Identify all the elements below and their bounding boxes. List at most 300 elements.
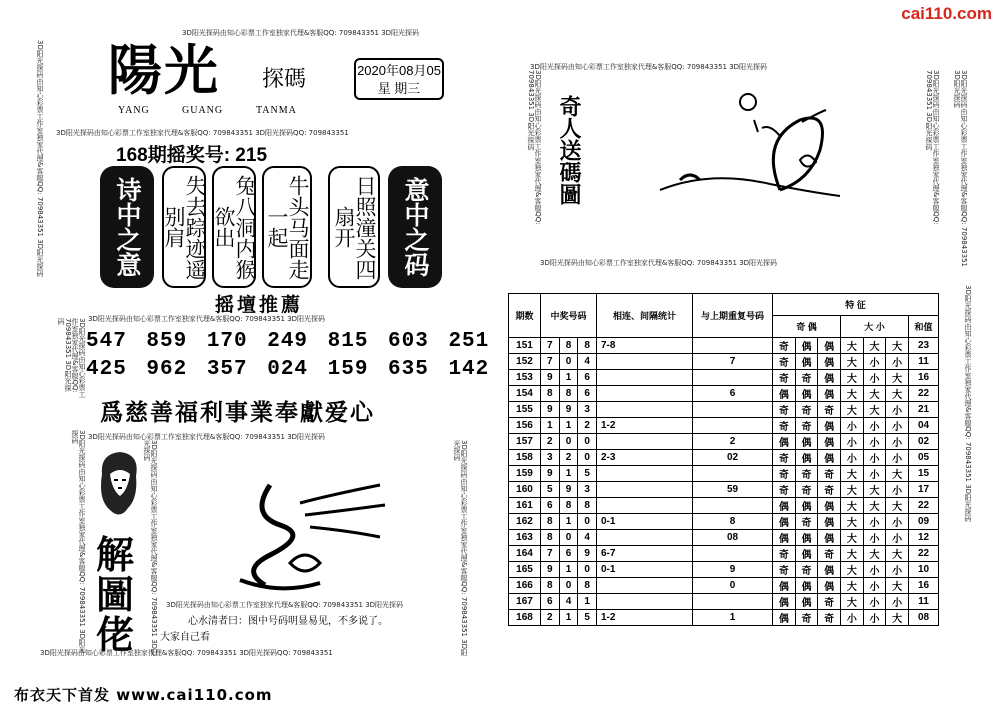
cell-odd-even: 偶 bbox=[818, 354, 841, 370]
cell-winning-digit: 9 bbox=[559, 402, 578, 418]
cell-winning-digit: 2 bbox=[541, 610, 560, 626]
cell-consecutive bbox=[597, 434, 693, 450]
cell-odd-even: 奇 bbox=[795, 514, 818, 530]
cell-winning-digit: 8 bbox=[541, 578, 560, 594]
cell-odd-even: 偶 bbox=[795, 530, 818, 546]
cell-odd-even: 偶 bbox=[795, 338, 818, 354]
cell-big-small: 大 bbox=[841, 578, 864, 594]
brand-subtitle: 探碼 bbox=[262, 67, 307, 92]
cell-sum: 09 bbox=[909, 514, 939, 530]
cell-big-small: 小 bbox=[886, 514, 909, 530]
note-line-1: 心水清者曰：图中号码明显易见，不多说了。 bbox=[188, 616, 388, 627]
cell-winning-digit: 1 bbox=[559, 514, 578, 530]
cell-repeat: 2 bbox=[693, 434, 773, 450]
cell-odd-even: 偶 bbox=[795, 594, 818, 610]
cell-repeat bbox=[693, 546, 773, 562]
cell-sum: 11 bbox=[909, 594, 939, 610]
cell-winning-digit: 7 bbox=[541, 354, 560, 370]
cell-odd-even: 奇 bbox=[795, 482, 818, 498]
cell-odd-even: 奇 bbox=[773, 338, 796, 354]
cell-sum: 23 bbox=[909, 338, 939, 354]
cell-sum: 15 bbox=[909, 466, 939, 482]
cell-consecutive bbox=[597, 498, 693, 514]
cell-sum: 02 bbox=[909, 434, 939, 450]
cell-winning-digit: 0 bbox=[559, 354, 578, 370]
cell-consecutive bbox=[597, 386, 693, 402]
cell-winning-digit: 9 bbox=[541, 402, 560, 418]
cell-winning-digit: 1 bbox=[541, 418, 560, 434]
portrait-illustration bbox=[92, 444, 148, 524]
table-row bbox=[509, 530, 939, 546]
promo-line-3: 3D阳光探码由知心彩票工作室独家代理&客服QQ: 709843351 3D阳光探码 bbox=[88, 315, 326, 323]
cell-period: 160 bbox=[509, 482, 541, 498]
header-sum: 和值 bbox=[909, 316, 939, 338]
cell-winning-digit: 0 bbox=[578, 450, 597, 466]
cell-big-small: 大 bbox=[886, 578, 909, 594]
cell-winning-digit: 1 bbox=[559, 370, 578, 386]
cell-odd-even: 偶 bbox=[795, 450, 818, 466]
cell-winning-digit: 1 bbox=[559, 562, 578, 578]
cell-period: 156 bbox=[509, 418, 541, 434]
cell-odd-even: 奇 bbox=[818, 402, 841, 418]
cell-repeat: 08 bbox=[693, 530, 773, 546]
cell-sum: 22 bbox=[909, 546, 939, 562]
cell-winning-digit: 5 bbox=[541, 482, 560, 498]
cell-big-small: 小 bbox=[863, 514, 886, 530]
pinyin-tanma: TANMA bbox=[256, 105, 297, 116]
cell-period: 161 bbox=[509, 498, 541, 514]
cell-winning-digit: 3 bbox=[578, 482, 597, 498]
promo-vertical-3: 3D阳光探码由知心彩票工作室独家代理&客服QQ: 709843351 3D阳光探码 bbox=[57, 318, 86, 398]
cell-winning-digit: 9 bbox=[578, 546, 597, 562]
cell-odd-even: 奇 bbox=[773, 562, 796, 578]
cell-odd-even: 奇 bbox=[818, 546, 841, 562]
cell-repeat: 7 bbox=[693, 354, 773, 370]
cell-period: 164 bbox=[509, 546, 541, 562]
promo-vertical-right-4: 3D阳光探码由知心彩票工作室独家代理&客服QQ: 709843351 3D阳光探码 bbox=[964, 285, 972, 523]
cell-repeat bbox=[693, 498, 773, 514]
recommend-title: 摇壇推薦 bbox=[215, 294, 304, 316]
promo-line-4: 3D阳光探码由知心彩票工作室独家代理&客服QQ: 709843351 3D阳光探码 bbox=[88, 433, 326, 441]
lottery-result: 168期摇奖号: 215 bbox=[116, 145, 268, 166]
pinyin-yang: YANG bbox=[118, 105, 150, 116]
cell-big-small: 大 bbox=[841, 498, 864, 514]
cell-consecutive bbox=[597, 402, 693, 418]
cell-repeat bbox=[693, 370, 773, 386]
cell-sum: 08 bbox=[909, 610, 939, 626]
header-consecutive: 相连、间隔统计 bbox=[597, 294, 693, 338]
cell-period: 159 bbox=[509, 466, 541, 482]
cell-winning-digit: 3 bbox=[578, 402, 597, 418]
cell-big-small: 大 bbox=[841, 562, 864, 578]
cell-odd-even: 奇 bbox=[773, 354, 796, 370]
table-row bbox=[509, 466, 939, 482]
table-row bbox=[509, 418, 939, 434]
promo-line-6: 3D阳光探码由知心彩票工作室独家代理&客服QQ: 709843351 3D阳光探码QQ: 709843351 bbox=[40, 649, 333, 657]
cell-repeat: 6 bbox=[693, 386, 773, 402]
qiren-drawing bbox=[630, 80, 880, 220]
header-odd-even: 奇 偶 bbox=[773, 316, 841, 338]
poem-right-title: 意中之码 bbox=[388, 166, 442, 288]
table-row bbox=[509, 450, 939, 466]
jie-tu-label-3: 佬 bbox=[96, 612, 135, 657]
cell-winning-digit: 6 bbox=[578, 370, 597, 386]
cell-repeat: 59 bbox=[693, 482, 773, 498]
cell-odd-even: 偶 bbox=[795, 434, 818, 450]
cell-odd-even: 奇 bbox=[773, 370, 796, 386]
cell-big-small: 小 bbox=[886, 562, 909, 578]
header-repeat: 与上期重复号码 bbox=[693, 294, 773, 338]
cell-winning-digit: 8 bbox=[541, 514, 560, 530]
cell-odd-even: 偶 bbox=[795, 386, 818, 402]
cell-big-small: 小 bbox=[886, 434, 909, 450]
cell-period: 155 bbox=[509, 402, 541, 418]
cell-winning-digit: 7 bbox=[541, 546, 560, 562]
jie-tu-label-1: 解 bbox=[96, 532, 135, 577]
cell-winning-digit: 0 bbox=[578, 434, 597, 450]
cell-repeat: 0 bbox=[693, 578, 773, 594]
cell-consecutive: 2-3 bbox=[597, 450, 693, 466]
cell-winning-digit: 5 bbox=[578, 466, 597, 482]
table-row bbox=[509, 562, 939, 578]
cell-winning-digit: 1 bbox=[559, 466, 578, 482]
site-logo: cai110.com bbox=[901, 4, 992, 23]
cell-big-small: 大 bbox=[841, 386, 864, 402]
cell-odd-even: 偶 bbox=[773, 594, 796, 610]
cell-big-small: 小 bbox=[886, 594, 909, 610]
pinyin-guang: GUANG bbox=[182, 105, 224, 116]
cell-period: 157 bbox=[509, 434, 541, 450]
cell-big-small: 小 bbox=[886, 482, 909, 498]
cell-winning-digit: 8 bbox=[541, 530, 560, 546]
cell-big-small: 大 bbox=[841, 530, 864, 546]
jie-tu-label-2: 圖 bbox=[96, 572, 135, 617]
cell-big-small: 大 bbox=[863, 402, 886, 418]
note-line-2: 大家自己看 bbox=[160, 632, 210, 643]
cell-consecutive bbox=[597, 530, 693, 546]
cell-big-small: 小 bbox=[841, 450, 864, 466]
cell-repeat: 8 bbox=[693, 514, 773, 530]
poem-column-2: 兔八洞内猴欲出 bbox=[212, 166, 256, 288]
cell-winning-digit: 2 bbox=[578, 418, 597, 434]
cell-repeat bbox=[693, 402, 773, 418]
cell-winning-digit: 0 bbox=[578, 562, 597, 578]
recommend-row-1: 547 859 170 249 815 603 251 bbox=[86, 330, 490, 353]
cell-big-small: 小 bbox=[863, 610, 886, 626]
cell-big-small: 大 bbox=[863, 546, 886, 562]
table-row bbox=[509, 354, 939, 370]
cell-winning-digit: 8 bbox=[559, 386, 578, 402]
cell-period: 162 bbox=[509, 514, 541, 530]
cell-winning-digit: 4 bbox=[578, 354, 597, 370]
cell-odd-even: 奇 bbox=[795, 562, 818, 578]
cell-consecutive bbox=[597, 354, 693, 370]
cell-odd-even: 偶 bbox=[773, 514, 796, 530]
cell-odd-even: 奇 bbox=[795, 610, 818, 626]
cell-odd-even: 偶 bbox=[818, 530, 841, 546]
cell-odd-even: 偶 bbox=[795, 578, 818, 594]
cell-sum: 16 bbox=[909, 370, 939, 386]
cell-odd-even: 偶 bbox=[818, 498, 841, 514]
header-winning: 中奖号码 bbox=[541, 294, 597, 338]
cell-winning-digit: 6 bbox=[559, 546, 578, 562]
promo-line-2: 3D阳光探码由知心彩票工作室独家代理&客服QQ: 709843351 3D阳光探码QQ: 709843351 bbox=[56, 129, 349, 137]
cell-winning-digit: 9 bbox=[559, 482, 578, 498]
header-big-small: 大 小 bbox=[841, 316, 909, 338]
cell-winning-digit: 8 bbox=[578, 498, 597, 514]
cell-repeat: 02 bbox=[693, 450, 773, 466]
cell-big-small: 小 bbox=[886, 354, 909, 370]
cell-big-small: 大 bbox=[863, 482, 886, 498]
cell-odd-even: 偶 bbox=[818, 418, 841, 434]
cell-odd-even: 偶 bbox=[818, 514, 841, 530]
date-value: 2020年08月05 bbox=[357, 63, 441, 78]
cell-odd-even: 奇 bbox=[773, 418, 796, 434]
promo-line-5: 3D阳光探码由知心彩票工作室独家代理&客服QQ: 709843351 3D阳光探码 bbox=[166, 601, 404, 609]
promo-vertical-4: 3D阳光探码由知心彩票工作室独家代理&客服QQ: 709843351 3D阳光探码 bbox=[71, 430, 86, 654]
jietu-drawing bbox=[210, 455, 430, 595]
cell-big-small: 大 bbox=[841, 402, 864, 418]
table-row bbox=[509, 386, 939, 402]
cell-odd-even: 偶 bbox=[773, 578, 796, 594]
cell-big-small: 大 bbox=[841, 482, 864, 498]
table-row bbox=[509, 338, 939, 354]
cell-period: 158 bbox=[509, 450, 541, 466]
cell-winning-digit: 8 bbox=[559, 338, 578, 354]
promo-vertical-6: 3D阳光探码由知心彩票工作室独家代理&客服QQ: 709843351 3D阳光探码 bbox=[453, 440, 468, 657]
cell-period: 167 bbox=[509, 594, 541, 610]
cell-big-small: 小 bbox=[886, 530, 909, 546]
cell-winning-digit: 8 bbox=[541, 386, 560, 402]
cell-repeat bbox=[693, 418, 773, 434]
cell-big-small: 小 bbox=[886, 418, 909, 434]
table-row bbox=[509, 594, 939, 610]
cell-sum: 04 bbox=[909, 418, 939, 434]
cell-odd-even: 偶 bbox=[818, 386, 841, 402]
cell-winning-digit: 1 bbox=[578, 594, 597, 610]
cell-odd-even: 偶 bbox=[818, 450, 841, 466]
cell-period: 163 bbox=[509, 530, 541, 546]
cell-winning-digit: 0 bbox=[559, 434, 578, 450]
cell-big-small: 大 bbox=[886, 338, 909, 354]
cell-consecutive bbox=[597, 466, 693, 482]
cell-repeat: 9 bbox=[693, 562, 773, 578]
table-row bbox=[509, 546, 939, 562]
poem-left-title: 诗中之意 bbox=[100, 166, 154, 288]
cell-odd-even: 偶 bbox=[818, 562, 841, 578]
date-box bbox=[354, 58, 444, 100]
cell-consecutive: 0-1 bbox=[597, 562, 693, 578]
promo-line-top: 3D阳光探码由知心彩票工作室独家代理&客服QQ: 709843351 3D阳光探码 bbox=[182, 29, 420, 37]
cell-big-small: 小 bbox=[863, 434, 886, 450]
cell-odd-even: 奇 bbox=[818, 594, 841, 610]
cell-winning-digit: 1 bbox=[559, 610, 578, 626]
cell-sum: 17 bbox=[909, 482, 939, 498]
cell-big-small: 小 bbox=[863, 418, 886, 434]
table-row bbox=[509, 514, 939, 530]
cell-big-small: 大 bbox=[841, 370, 864, 386]
cell-odd-even: 偶 bbox=[773, 530, 796, 546]
table-row bbox=[509, 610, 939, 626]
promo-vertical-right-1: 3D阳光探码由知心彩票工作室独家代理&客服QQ: 709843351 3D阳光探码 bbox=[527, 70, 542, 225]
cell-big-small: 小 bbox=[863, 562, 886, 578]
cell-big-small: 大 bbox=[886, 386, 909, 402]
cell-sum: 12 bbox=[909, 530, 939, 546]
cell-sum: 11 bbox=[909, 354, 939, 370]
cell-big-small: 大 bbox=[886, 370, 909, 386]
cell-odd-even: 偶 bbox=[795, 498, 818, 514]
qiren-title: 奇人送碼圖 bbox=[556, 95, 582, 205]
cell-repeat: 1 bbox=[693, 610, 773, 626]
cell-sum: 16 bbox=[909, 578, 939, 594]
promo-vertical-right-3: 3D阳光探码由知心彩票工作室独家代理&客服QQ: 709843351 3D阳光探码 bbox=[953, 70, 968, 267]
cell-big-small: 大 bbox=[841, 354, 864, 370]
cell-big-small: 小 bbox=[863, 578, 886, 594]
cell-odd-even: 偶 bbox=[818, 434, 841, 450]
weekday-value: 星 期三 bbox=[377, 81, 421, 96]
cell-winning-digit: 6 bbox=[541, 594, 560, 610]
cell-odd-even: 奇 bbox=[795, 466, 818, 482]
cell-odd-even: 奇 bbox=[773, 482, 796, 498]
cell-winning-digit: 9 bbox=[541, 562, 560, 578]
cell-winning-digit: 9 bbox=[541, 370, 560, 386]
cell-big-small: 大 bbox=[886, 546, 909, 562]
cell-consecutive: 0-1 bbox=[597, 514, 693, 530]
cell-winning-digit: 2 bbox=[541, 434, 560, 450]
cell-big-small: 小 bbox=[841, 610, 864, 626]
table-row bbox=[509, 434, 939, 450]
promo-vertical-left: 3D阳光探码由知心彩票工作室独家代理&客服QQ: 709843351 3D阳光探码 bbox=[36, 40, 44, 278]
promo-vertical-5: 3D阳光探码由知心彩票工作室独家代理&客服QQ: 709843351 3D阳光探码 bbox=[143, 440, 158, 657]
poem-column-1: 失去踪迹遥别肩 bbox=[162, 166, 206, 288]
table-row bbox=[509, 498, 939, 514]
cell-winning-digit: 0 bbox=[578, 514, 597, 530]
cell-winning-digit: 4 bbox=[559, 594, 578, 610]
cell-winning-digit: 4 bbox=[578, 530, 597, 546]
cell-odd-even: 奇 bbox=[773, 402, 796, 418]
cell-period: 153 bbox=[509, 370, 541, 386]
stats-table-wrapper bbox=[508, 293, 939, 626]
cell-winning-digit: 5 bbox=[578, 610, 597, 626]
cell-big-small: 小 bbox=[863, 594, 886, 610]
table-row bbox=[509, 578, 939, 594]
cell-big-small: 小 bbox=[863, 370, 886, 386]
cell-period: 152 bbox=[509, 354, 541, 370]
cell-big-small: 小 bbox=[841, 418, 864, 434]
cell-odd-even: 偶 bbox=[818, 370, 841, 386]
cell-odd-even: 偶 bbox=[773, 386, 796, 402]
cell-period: 165 bbox=[509, 562, 541, 578]
cell-consecutive: 1-2 bbox=[597, 610, 693, 626]
cell-odd-even: 偶 bbox=[773, 610, 796, 626]
cell-winning-digit: 7 bbox=[541, 338, 560, 354]
cell-odd-even: 偶 bbox=[795, 546, 818, 562]
cell-sum: 10 bbox=[909, 562, 939, 578]
poem-column-3: 牛头马面走一起 bbox=[262, 166, 312, 288]
promo-vertical-right-2: 3D阳光探码由知心彩票工作室独家代理&客服QQ: 709843351 3D阳光探码 bbox=[925, 70, 940, 225]
cell-big-small: 大 bbox=[886, 466, 909, 482]
cell-big-small: 小 bbox=[863, 530, 886, 546]
cell-sum: 22 bbox=[909, 386, 939, 402]
cell-big-small: 大 bbox=[841, 546, 864, 562]
cell-period: 166 bbox=[509, 578, 541, 594]
cell-consecutive: 1-2 bbox=[597, 418, 693, 434]
cell-winning-digit: 8 bbox=[578, 338, 597, 354]
cell-big-small: 大 bbox=[886, 610, 909, 626]
cell-period: 151 bbox=[509, 338, 541, 354]
cell-consecutive bbox=[597, 578, 693, 594]
cell-winning-digit: 0 bbox=[559, 578, 578, 594]
cell-big-small: 小 bbox=[863, 354, 886, 370]
cell-big-small: 大 bbox=[841, 514, 864, 530]
cell-odd-even: 奇 bbox=[773, 546, 796, 562]
promo-line-right-bottom: 3D阳光探码由知心彩票工作室独家代理&客服QQ: 709843351 3D阳光探码 bbox=[540, 259, 778, 267]
cell-big-small: 小 bbox=[886, 402, 909, 418]
cell-winning-digit: 6 bbox=[578, 386, 597, 402]
cell-odd-even: 奇 bbox=[795, 402, 818, 418]
cell-odd-even: 奇 bbox=[818, 466, 841, 482]
cell-odd-even: 偶 bbox=[773, 498, 796, 514]
promo-line-right-top: 3D阳光探码由知心彩票工作室独家代理&客服QQ: 709843351 3D阳光探码 bbox=[530, 63, 768, 71]
cell-big-small: 小 bbox=[841, 434, 864, 450]
cell-odd-even: 奇 bbox=[818, 482, 841, 498]
cell-consecutive bbox=[597, 370, 693, 386]
cell-odd-even: 奇 bbox=[795, 370, 818, 386]
cell-winning-digit: 8 bbox=[559, 498, 578, 514]
cell-big-small: 大 bbox=[841, 466, 864, 482]
cell-odd-even: 奇 bbox=[818, 610, 841, 626]
cell-big-small: 大 bbox=[841, 338, 864, 354]
cell-repeat bbox=[693, 466, 773, 482]
cell-sum: 21 bbox=[909, 402, 939, 418]
recommend-row-2: 425 962 357 024 159 635 142 bbox=[86, 358, 490, 381]
cell-repeat bbox=[693, 594, 773, 610]
cell-odd-even: 奇 bbox=[795, 418, 818, 434]
cell-winning-digit: 1 bbox=[559, 418, 578, 434]
poem-column-4: 日照潼关四扇开 bbox=[328, 166, 380, 288]
footer-caption: 布衣天下首发 www.cai110.com bbox=[14, 686, 273, 704]
cell-big-small: 小 bbox=[886, 450, 909, 466]
cell-sum: 05 bbox=[909, 450, 939, 466]
cell-odd-even: 偶 bbox=[773, 434, 796, 450]
cell-odd-even: 偶 bbox=[795, 354, 818, 370]
header-feature: 特 征 bbox=[773, 294, 939, 316]
cell-consecutive: 6-7 bbox=[597, 546, 693, 562]
table-row bbox=[509, 482, 939, 498]
cell-winning-digit: 0 bbox=[559, 530, 578, 546]
cell-odd-even: 偶 bbox=[818, 338, 841, 354]
cell-big-small: 大 bbox=[863, 338, 886, 354]
table-row bbox=[509, 402, 939, 418]
cell-big-small: 大 bbox=[863, 386, 886, 402]
cell-winning-digit: 8 bbox=[578, 578, 597, 594]
cell-big-small: 小 bbox=[863, 466, 886, 482]
cell-winning-digit: 9 bbox=[541, 466, 560, 482]
cell-consecutive bbox=[597, 594, 693, 610]
cell-big-small: 大 bbox=[841, 594, 864, 610]
cell-winning-digit: 3 bbox=[541, 450, 560, 466]
cell-sum: 22 bbox=[909, 498, 939, 514]
charity-slogan: 爲慈善福利事業奉獻爱心 bbox=[100, 399, 375, 426]
cell-consecutive bbox=[597, 482, 693, 498]
cell-big-small: 大 bbox=[886, 498, 909, 514]
cell-period: 168 bbox=[509, 610, 541, 626]
cell-odd-even: 偶 bbox=[818, 578, 841, 594]
cell-winning-digit: 6 bbox=[541, 498, 560, 514]
cell-repeat bbox=[693, 338, 773, 354]
cell-odd-even: 奇 bbox=[773, 466, 796, 482]
cell-winning-digit: 2 bbox=[559, 450, 578, 466]
